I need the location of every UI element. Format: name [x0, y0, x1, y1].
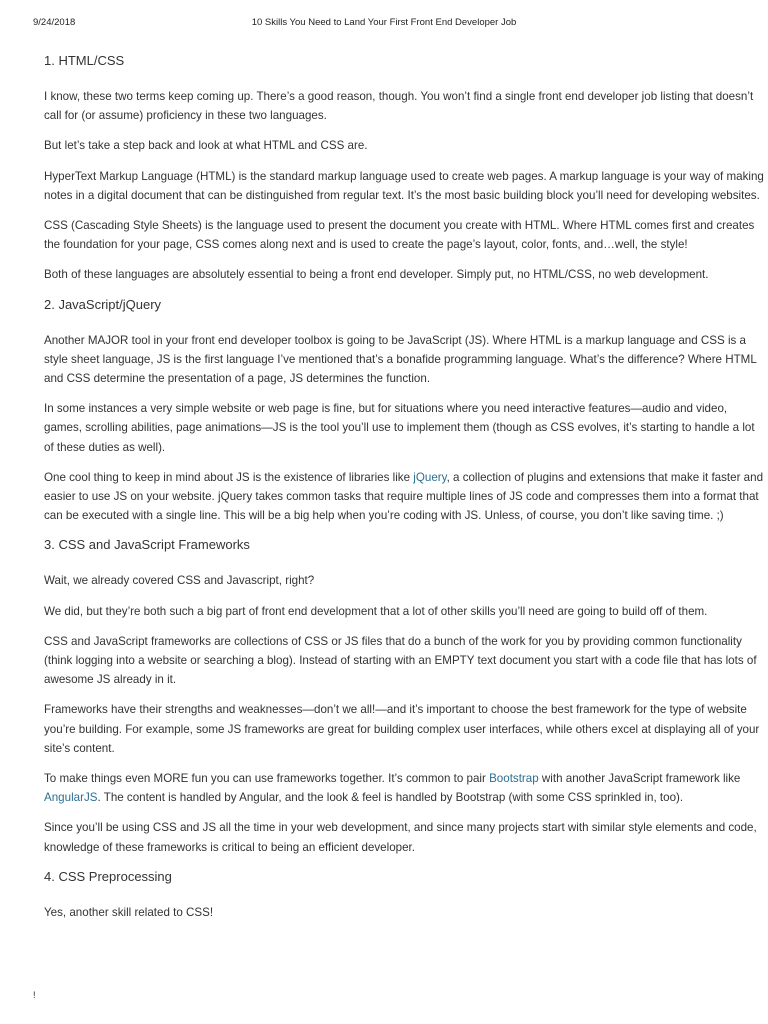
angularjs-link[interactable]: AngularJS	[44, 791, 98, 805]
paragraph: We did, but they’re both such a big part of front end development that a lot of other skills you’ll need are going to build off of them.	[44, 604, 708, 618]
paragraph: Frameworks have their strengths and weaknesses—don’t we all!—and it’s important to choose the best framework for the type of website you’re building. For example, some JS frameworks are great for building complex user interfaces, while others excel at displaying all of your site’s content.	[44, 703, 760, 755]
text-run: with another JavaScript framework like	[538, 772, 741, 786]
paragraph: CSS and JavaScript frameworks are collections of CSS or JS files that do a bunch of the work for you by providing common functionality (think logging into a website or searching a blog). Instead of starting with an EMPTY text document you start with a code file that has lots of awesome JS already in it.	[44, 634, 757, 687]
paragraph: I know, these two terms keep coming up. There’s a good reason, though. You won’t find a single front end developer job listing that doesn’t call for (or assume) proficiency in these two languages.	[44, 90, 754, 123]
paragraph: Yes, another skill related to CSS!	[44, 905, 214, 919]
paragraph	[44, 769, 764, 807]
print-date: 9/24/2018	[33, 17, 76, 28]
text-run: , a collection of plugins and extensions that make it faster and easier to use JS on your website. jQuery takes common tasks that require multiple lines of JS code and compresses them into a format that can be executed with a single line. This will be a big help when you’re coding with JS. Unless, of course, you don’t like saving time. ;)	[44, 470, 764, 523]
text-run: To make things even MORE fun you can use frameworks together. It’s common to pair	[44, 772, 490, 786]
section-heading-html-css: 1. HTML/CSS	[44, 53, 125, 68]
document-title: 10 Skills You Need to Land Your First Front End Developer Job	[251, 17, 517, 28]
bootstrap-link[interactable]: Bootstrap	[489, 772, 539, 786]
jquery-link[interactable]: jQuery	[413, 470, 447, 484]
page-footer-mark: !	[33, 990, 36, 1000]
section-heading-css-preprocessing: 4. CSS Preprocessing	[44, 868, 172, 884]
text-run: . The content is handled by Angular, and the look & feel is handled by Bootstrap (with some CSS sprinkled in, too).	[97, 791, 684, 805]
paragraph: Both of these languages are absolutely essential to being a front end developer. Simply put, no HTML/CSS, no web development.	[44, 268, 709, 282]
paragraph: In some instances a very simple website or web page is fine, but for situations where you need interactive features—audio and video, games, scrolling abilities, page animations—JS is the tool you’ll use to implement them (though as CSS evolves, it’s starting to handle a lot of these duties as well).	[44, 402, 755, 454]
article-body	[44, 52, 764, 933]
text-run: One cool thing to keep in mind about JS is the existence of libraries like	[44, 470, 414, 484]
section-heading-frameworks: 3. CSS and JavaScript Frameworks	[44, 537, 250, 553]
paragraph: But let’s take a step back and look at what HTML and CSS are.	[44, 139, 368, 153]
paragraph: Since you’ll be using CSS and JS all the time in your web development, and since many projects start with similar style elements and code, knowledge of these frameworks is critical to being an efficient developer.	[44, 821, 757, 854]
section-heading-javascript-jquery: 2. JavaScript/jQuery	[44, 296, 162, 312]
paragraph: Wait, we already covered CSS and Javascript, right?	[44, 574, 315, 588]
paragraph: CSS (Cascading Style Sheets) is the language used to present the document you create with HTML. Where HTML comes first and creates the foundation for your page, CSS comes along next and is used to create the page’s layout, color, fonts, and…well, the style!	[44, 219, 755, 252]
print-header	[0, 17, 768, 31]
paragraph: Another MAJOR tool in your front end developer toolbox is going to be JavaScript (JS). Where HTML is a markup language and CSS is a style sheet language, JS is the first language I’ve mentioned that’s a bonafide programming language. What’s the difference? Where HTML and CSS determine the presentation of a page, JS determines the function.	[44, 333, 757, 386]
paragraph	[44, 468, 764, 526]
paragraph: HyperText Markup Language (HTML) is the standard markup language used to create web pages. A markup language is your way of making notes in a digital document that can be distinguished from regular text. It’s the most basic building block you’ll need for developing websites.	[44, 169, 764, 202]
